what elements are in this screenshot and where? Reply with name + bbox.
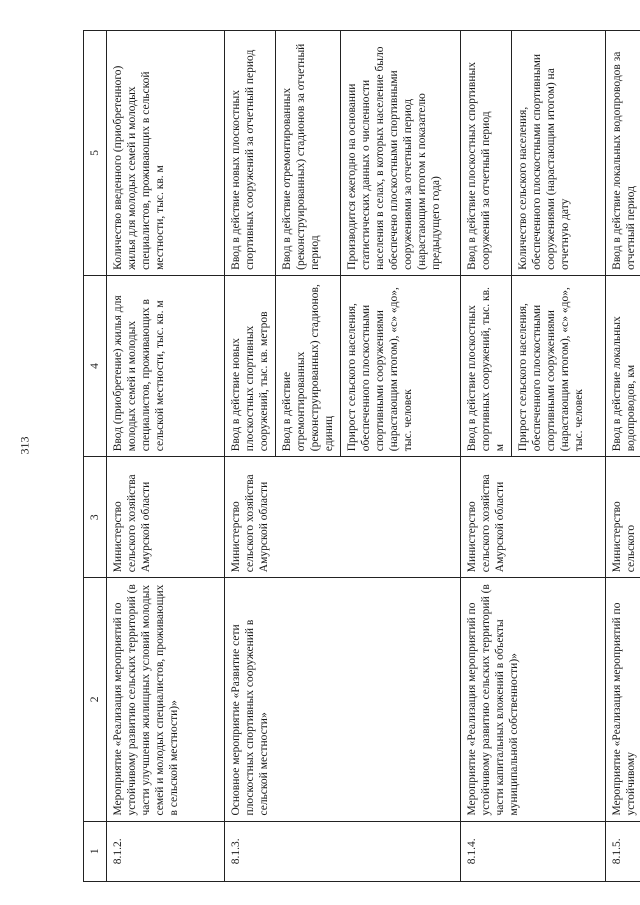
row-number: 8.1.5. [606, 821, 640, 881]
header-col-1: 1 [84, 821, 107, 881]
rotated-table [83, 30, 637, 882]
method-cell: Количество сельского населения, обеспеченного плоскостными спортивными сооружениями (нарастающим итогом) на отчетную дату [512, 31, 606, 276]
header-col-5: 5 [84, 31, 107, 276]
table-header-row [84, 31, 107, 882]
row-number: 8.1.2. [107, 821, 225, 881]
row-number: 8.1.3. [225, 821, 461, 881]
indicators-table [83, 30, 640, 882]
event-cell: Мероприятие «Реализация мероприятий по устойчивому [606, 578, 640, 821]
indicator-cell: Ввод в действие плоскостных спортивных сооружений, тыс. кв. м [461, 275, 512, 456]
method-cell: Ввод в действие отремонтированных (реконструированных) стадионов за отчетный период [276, 31, 341, 276]
indicator-cell: Ввод (приобретение) жилья для молодых семей и молодых специалистов, проживающих в сельской местности, тыс. кв. м [107, 275, 225, 456]
event-cell: Основное мероприятие «Развитие сети плоскостных спортивных сооружений в сельской местности» [225, 578, 461, 821]
method-cell: Ввод в действие новых плоскостных спортивных сооружений за отчетный период [225, 31, 276, 276]
executor-cell: Министерство сельского хозяйства Амурской области [107, 457, 225, 578]
indicator-cell: Прирост сельского населения, обеспеченного плоскостными спортивными сооружениями (нарастающим итогом), «с» «до», тыс. человек [512, 275, 606, 456]
indicator-cell: Ввод в действие отремонтированных (реконструированных) стадионов, единиц [276, 275, 341, 456]
header-col-4: 4 [84, 275, 107, 456]
row-number: 8.1.4. [461, 821, 606, 881]
header-col-2: 2 [84, 578, 107, 821]
indicator-cell: Прирост сельского населения, обеспеченного плоскостными спортивными сооружениями (нарастающим итогом), «с» «до», тыс. человек [341, 275, 461, 456]
table-row [225, 31, 276, 882]
indicator-cell: Ввод в действие новых плоскостных спортивных сооружений, тыс. кв. метров [225, 275, 276, 456]
header-col-3: 3 [84, 457, 107, 578]
method-cell: Ввод в действие локальных водопроводов за отчетный период [606, 31, 640, 276]
executor-cell: Министерство сельского хозяйства Амурской области [225, 457, 461, 578]
method-cell: Количество введенного (приобретенного) жилья для молодых семей и молодых специалистов, проживающих в сельской местности, тыс. кв. м [107, 31, 225, 276]
event-cell: Мероприятие «Реализация мероприятий по устойчивому развитию сельских территорий (в части улучшения жилищных условий молодых семей и молодых специалистов, проживающих в сельской местности)» [107, 578, 225, 821]
table-row [461, 31, 512, 882]
method-cell: Ввод в действие плоскостных спортивных сооружений за отчетный период [461, 31, 512, 276]
indicator-cell: Ввод в действие локальных водопроводов, км [606, 275, 640, 456]
table-row [606, 31, 640, 882]
executor-cell: Министерство сельского [606, 457, 640, 578]
page-number: 313 [17, 436, 32, 455]
executor-cell: Министерство сельского хозяйства Амурской области [461, 457, 606, 578]
table-row [107, 31, 225, 882]
method-cell: Производится ежегодно на основании статистических данных о численности населения в селах, в которых население было обеспечено плоскостными спортивными сооружениями за отчетный период (нарастающим итогом к показателю предыдущего года) [341, 31, 461, 276]
event-cell: Мероприятие «Реализация мероприятий по устойчивому развитию сельских территорий (в части капитальных вложений в объекты муниципальной собственности)» [461, 578, 606, 821]
document-table-container [83, 30, 637, 882]
